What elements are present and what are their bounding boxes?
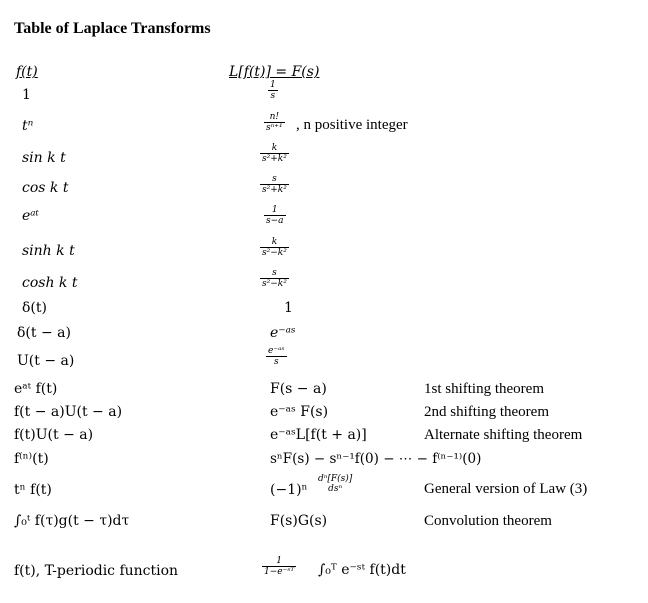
header-laplace: L[f(t)] = F(s): [229, 64, 320, 80]
row-F-sin: [260, 143, 289, 164]
row-f-step: U(t − a): [17, 353, 75, 369]
numerator: n!: [269, 112, 280, 122]
header-f-of-t: f(t): [16, 64, 38, 80]
denominator: s²+k²: [262, 154, 287, 164]
row-F-sinh: [260, 237, 289, 258]
denominator: s: [266, 356, 287, 367]
denominator: 1−e⁻ˢᵀ: [264, 567, 295, 577]
numerator: s: [272, 268, 277, 278]
numerator: s: [272, 174, 277, 184]
numerator: k: [271, 143, 278, 153]
denominator: dsⁿ: [328, 484, 343, 494]
numerator: e⁻ᵃˢ: [268, 346, 285, 356]
row-f-tn: tⁿ: [22, 118, 34, 134]
row-f-delta: δ(t): [22, 300, 47, 316]
numerator: 1: [276, 556, 282, 566]
row-f-second-shift: f(t − a)U(t − a): [14, 404, 123, 420]
row-f-sin: sin k t: [22, 150, 66, 166]
row-f-alt-shift: f(t)U(t − a): [14, 427, 94, 443]
row-label-first-shift: 1st shifting theorem: [424, 381, 544, 397]
numerator: dⁿ[F(s)]: [318, 474, 353, 484]
row-F-cosh: [260, 268, 289, 289]
row-f-cosh: cosh k t: [22, 275, 78, 291]
denominator: s²−k²: [262, 248, 287, 258]
row-F-tn-f-prefix: (−1)ⁿ: [270, 482, 308, 498]
row-f-cos: cos k t: [22, 180, 69, 196]
row-f-tn-f: tⁿ f(t): [14, 482, 52, 498]
numerator: 1: [270, 80, 276, 90]
row-f-delta-shift: δ(t − a): [17, 325, 71, 341]
row-f-convolution: ∫₀ᵗ f(τ)g(t − τ)dτ: [14, 513, 130, 529]
row-f-exp: eᵃᵗ: [22, 208, 39, 224]
page-title: Table of Laplace Transforms: [14, 20, 211, 37]
row-F-tn: [264, 112, 285, 133]
row-F-exp: [264, 205, 286, 226]
row-F-convolution: F(s)G(s): [270, 513, 328, 529]
denominator: s²−k²: [262, 279, 287, 289]
row-F-derivative: sⁿF(s) − sⁿ⁻¹f(0) − ⋯ − f⁽ⁿ⁻¹⁾(0): [270, 451, 482, 467]
row-f-derivative: f⁽ⁿ⁾(t): [14, 451, 49, 467]
row-f-1: 1: [22, 87, 31, 103]
row-F-step: [266, 346, 287, 367]
row-F-alt-shift: e⁻ᵃˢL[f(t + a)]: [270, 427, 367, 443]
row-F-first-shift: F(s − a): [270, 381, 327, 397]
numerator: 1: [271, 205, 278, 215]
denominator: s−a: [266, 216, 284, 226]
row-F-delta-shift: e⁻ᵃˢ: [270, 325, 296, 341]
row-F-second-shift: e⁻ᵃˢ F(s): [270, 404, 329, 420]
numerator: k: [271, 237, 278, 247]
row-F-delta: 1: [284, 300, 293, 316]
row-F-tn-f-frac: [316, 474, 354, 494]
row-f-periodic: f(t), T-periodic function: [14, 563, 179, 579]
denominator: s²+k²: [262, 185, 287, 195]
row-label-law3: General version of Law (3): [424, 481, 588, 497]
row-F-cos: [260, 174, 289, 195]
row-label-second-shift: 2nd shifting theorem: [424, 404, 549, 420]
row-f-first-shift: eᵃᵗ f(t): [14, 381, 58, 397]
row-label-convolution: Convolution theorem: [424, 513, 552, 529]
row-note-tn: , n positive integer: [296, 117, 408, 133]
row-label-alt-shift: Alternate shifting theorem: [424, 427, 583, 443]
row-F-periodic-frac: [262, 556, 296, 577]
row-F-1: [268, 80, 278, 101]
denominator: sⁿ⁺¹: [266, 123, 283, 133]
row-F-periodic-integral: ∫₀ᵀ e⁻ˢᵗ f(t)dt: [318, 562, 406, 578]
denominator: s: [268, 90, 278, 101]
row-f-sinh: sinh k t: [22, 243, 75, 259]
